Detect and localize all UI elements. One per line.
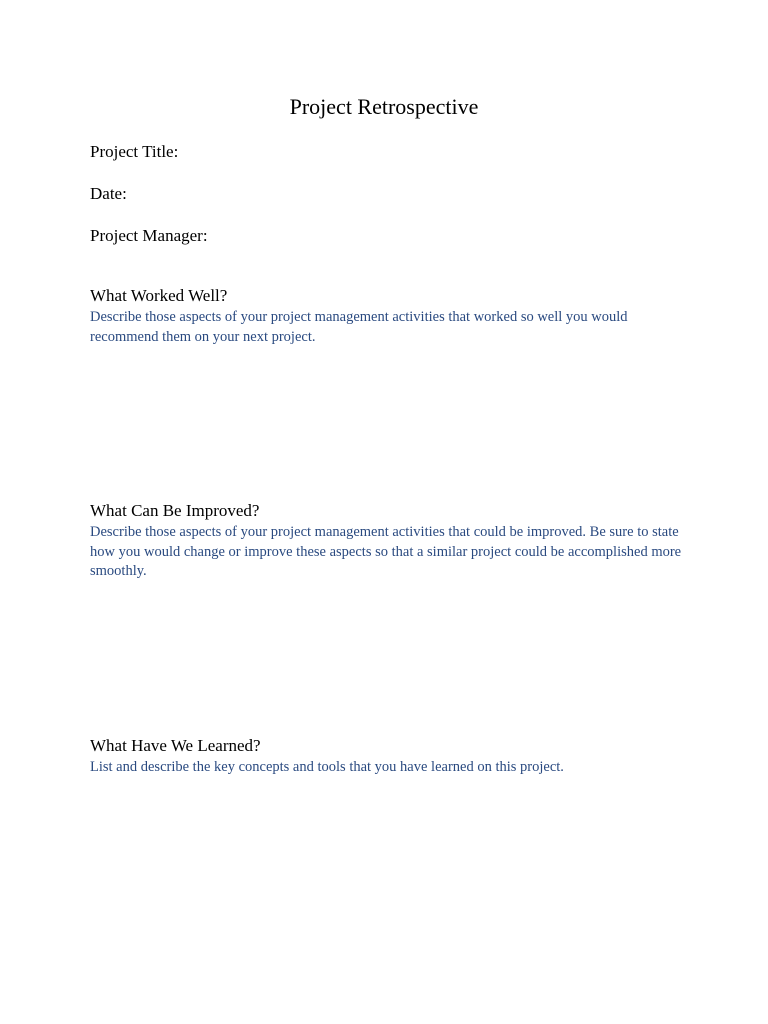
project-title-label: Project Title:: [90, 142, 179, 161]
section-heading: What Worked Well?: [90, 286, 228, 305]
document-title: Project Retrospective: [289, 94, 479, 119]
section-what-worked-well: [90, 286, 690, 347]
section-description: List and describe the key concepts and tools that you have learned on this project.: [90, 759, 564, 775]
section-what-have-we-learned: [90, 736, 690, 778]
section-description: Describe those aspects of your project management activities that could be improved. Be sure to state how you would change or improve these aspects so that a similar project could be accomplished more smoothly.: [90, 524, 682, 579]
section-what-can-be-improved: [90, 501, 690, 582]
project-manager-label: Project Manager:: [90, 226, 208, 245]
section-heading: What Have We Learned?: [90, 736, 261, 755]
section-description: Describe those aspects of your project management activities that worked so well you would recommend them on your next project.: [90, 309, 628, 345]
date-label: Date:: [90, 184, 127, 203]
section-heading: What Can Be Improved?: [90, 501, 260, 520]
